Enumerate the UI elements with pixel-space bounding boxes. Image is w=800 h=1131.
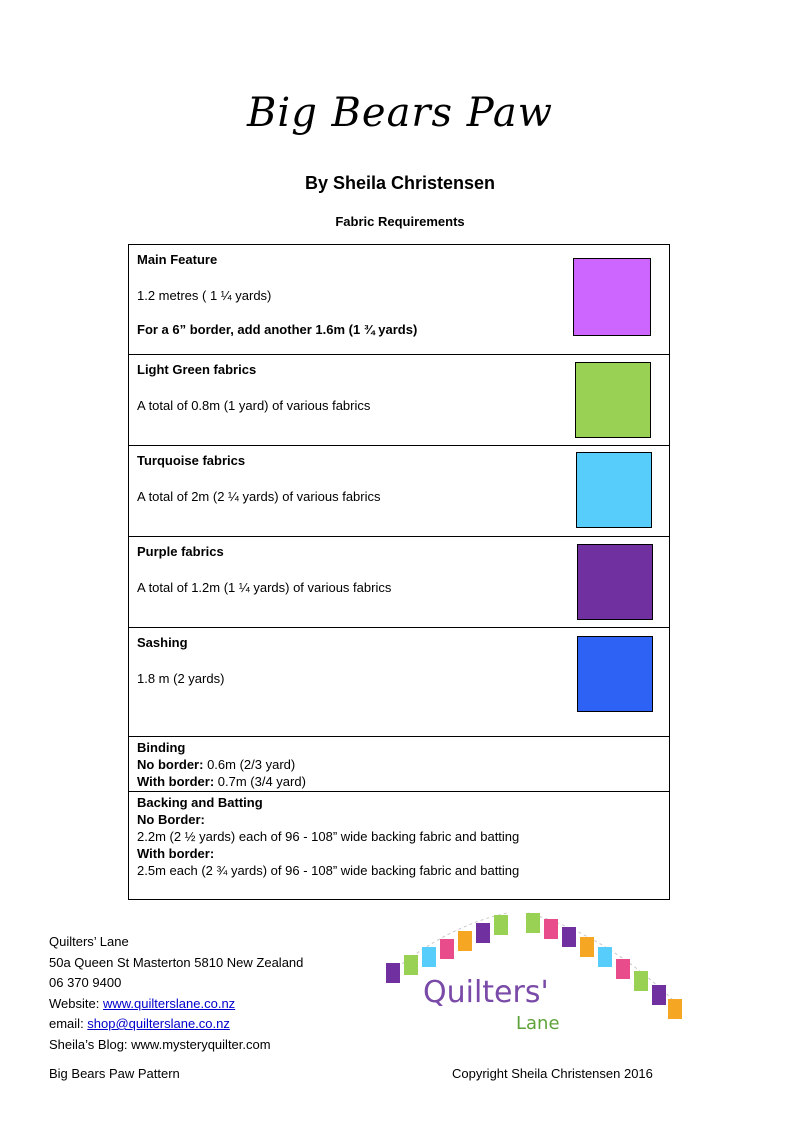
page-title: Big Bears Paw (247, 90, 553, 136)
row-heading: Purple fabrics (137, 544, 224, 559)
row-amount: 1.8 m (2 yards) (137, 671, 225, 686)
light-green-swatch (575, 362, 651, 438)
main-feature-swatch (573, 258, 651, 336)
with-border-value: 0.7m (3/4 yard) (214, 774, 306, 789)
with-border-label: With border: (137, 774, 215, 789)
row-heading: Turquoise fabrics (137, 453, 246, 468)
shop-address: 50a Queen St Masterton 5810 New Zealand (49, 954, 304, 970)
purple-swatch (577, 544, 653, 620)
no-border-label: No Border: (137, 812, 205, 827)
row-amount: A total of 1.2m (1 ¼ yards) of various fabrics (137, 580, 392, 595)
logo-name: Quilters' (423, 975, 549, 1010)
fabric-row-turquoise (129, 446, 669, 537)
row-heading: Binding (137, 740, 186, 755)
backing-row (129, 792, 669, 899)
logo-sub: Lane (516, 1013, 560, 1034)
row-amount: A total of 0.8m (1 yard) of various fabrics (137, 398, 371, 413)
footer-pattern-name: Big Bears Paw Pattern (49, 1066, 180, 1081)
fabric-requirements-table (128, 244, 670, 900)
quilters-lane-logo (378, 905, 688, 1045)
with-border-label: With border: (137, 846, 215, 861)
no-border-value: 0.6m (2/3 yard) (203, 757, 296, 772)
row-heading: Backing and Batting (137, 795, 263, 810)
row-amount: 1.2 metres ( 1 ¼ yards) (137, 288, 272, 303)
section-heading: Fabric Requirements (335, 214, 465, 229)
footer-copyright: Copyright Sheila Christensen 2016 (452, 1066, 653, 1081)
shop-name: Quilters’ Lane (49, 934, 129, 949)
fabric-row-purple (129, 537, 669, 628)
with-border-value: 2.5m each (2 ¾ yards) of 96 - 108” wide backing fabric and batting (137, 863, 520, 878)
author-byline: By Sheila Christensen (304, 173, 496, 193)
website-label: Website: (49, 995, 103, 1011)
row-amount: A total of 2m (2 ¼ yards) of various fabrics (137, 489, 381, 504)
sashing-swatch (577, 636, 653, 712)
binding-row (129, 737, 669, 792)
blog-line: Sheila’s Blog: www.mysteryquilter.com (49, 1036, 271, 1052)
shop-phone: 06 370 9400 (49, 975, 122, 990)
website-link[interactable]: www.quilterslane.co.nz (102, 995, 236, 1011)
no-border-label: No border: (137, 757, 204, 772)
row-heading: Light Green fabrics (137, 362, 257, 377)
row-heading: Main Feature (137, 252, 218, 267)
email-label: email: (49, 1016, 88, 1031)
no-border-value: 2.2m (2 ½ yards) each of 96 - 108” wide backing fabric and batting (137, 829, 520, 844)
contact-block (49, 932, 303, 1055)
fabric-row-light-green (129, 355, 669, 446)
email-link[interactable]: shop@quilterslane.co.nz (87, 1016, 230, 1031)
fabric-row-sashing (129, 628, 669, 737)
row-border-note: For a 6” border, add another 1.6m (1 ¾ yards) (137, 322, 418, 337)
fabric-row-main-feature (129, 245, 669, 355)
row-heading: Sashing (137, 635, 188, 650)
turquoise-swatch (576, 452, 652, 528)
